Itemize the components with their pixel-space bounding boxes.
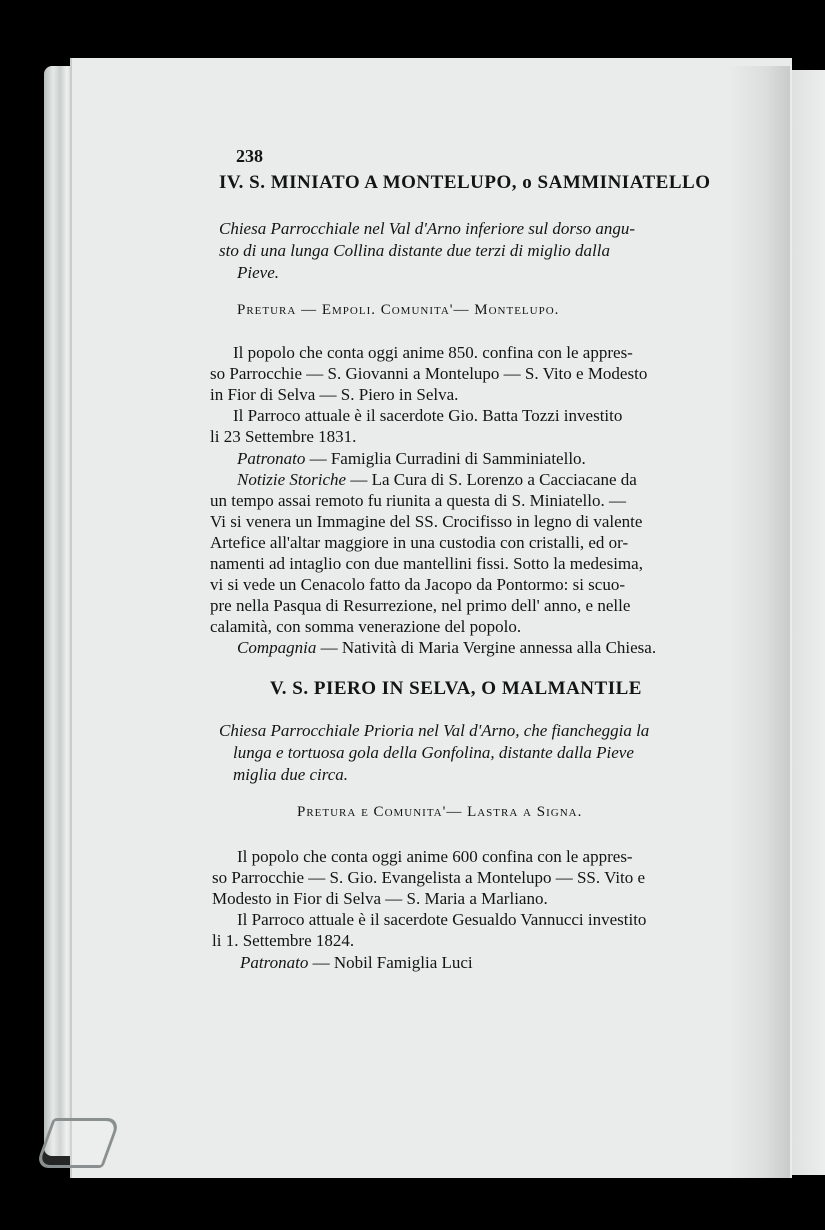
- section1-body-line: so Parrocchie — S. Giovanni a Montelupo — S. Vito e Modesto: [210, 364, 648, 383]
- patronato-text: — Famiglia Curradini di Samminiatello.: [309, 449, 586, 468]
- notizie-line: namenti ad intaglio con due mantellini fissi. Sotto la medesima,: [210, 554, 643, 573]
- notizie-text: — La Cura di S. Lorenzo a Cacciacane da: [350, 470, 637, 489]
- section2-description-line: Chiesa Parrocchiale Prioria nel Val d'Arno, che fiancheggia la: [219, 721, 650, 740]
- section1-description-line: Chiesa Parrocchiale nel Val d'Arno inferiore sul dorso angu-: [219, 219, 636, 238]
- compagnia-label: Compagnia: [237, 638, 317, 657]
- section-heading-iv: IV. S. MINIATO A MONTELUPO, o SAMMINIATELLO: [219, 172, 711, 193]
- section2-body-line: so Parrocchie — S. Gio. Evangelista a Montelupo — SS. Vito e: [212, 868, 646, 887]
- section2-body-line: Il Parroco attuale è il sacerdote Gesualdo Vannucci investito: [237, 910, 647, 929]
- compagnia-text: — Natività di Maria Vergine annessa alla Chiesa.: [320, 638, 657, 657]
- notizie-line: Vi si venera un Immagine del SS. Crocifisso in legno di valente: [210, 512, 643, 531]
- section2-body-line: li 1. Settembre 1824.: [212, 931, 355, 950]
- notizie-line: vi si vede un Cenacolo fatto da Jacopo da Pontormo: si scuo-: [210, 575, 625, 594]
- section2-body-line: Modesto in Fior di Selva — S. Maria a Marliano.: [212, 889, 548, 908]
- section-heading-v: V. S. PIERO IN SELVA, O MALMANTILE: [270, 678, 642, 699]
- section2-description-line: miglia due circa.: [233, 765, 349, 784]
- section1-body-line: li 23 Settembre 1831.: [210, 427, 357, 446]
- section1-body-line: Il Parroco attuale è il sacerdote Gio. Batta Tozzi investito: [233, 406, 623, 425]
- section1-body-line: in Fior di Selva — S. Piero in Selva.: [210, 385, 459, 404]
- notizie-line: calamità, con somma venerazione del popolo.: [210, 617, 522, 636]
- patronato-label: Patronato: [237, 449, 306, 468]
- patronato-label: Patronato: [240, 953, 309, 972]
- section2-description-line: lunga e tortuosa gola della Gonfolina, distante dalla Pieve: [233, 743, 634, 762]
- patronato-text: — Nobil Famiglia Luci: [312, 953, 473, 972]
- notizie-line: Artefice all'altar maggiore in una custodia con cristalli, ed or-: [210, 533, 629, 552]
- notizie-label: Notizie Storiche: [237, 470, 347, 489]
- section1-patronato: [237, 448, 586, 469]
- section2-body-line: Il popolo che conta oggi anime 600 confina con le appres-: [237, 847, 633, 866]
- section1-body-line: Il popolo che conta oggi anime 850. confina con le appres-: [233, 343, 633, 362]
- page-number: 238: [236, 146, 263, 166]
- notizie-line: un tempo assai remoto fu riunita a questa di S. Miniatello. —: [210, 491, 626, 510]
- section2-jurisdiction: Pretura e Comunita'— Lastra a Signa.: [297, 804, 583, 820]
- section1-notizie: [237, 469, 637, 490]
- section1-jurisdiction: Pretura — Empoli. Comunita'— Montelupo.: [237, 302, 560, 318]
- section2-patronato: [240, 952, 473, 973]
- section1-description-line: Pieve.: [237, 263, 279, 282]
- section1-description-line: sto di una lunga Collina distante due terzi di miglio dalla: [219, 241, 611, 260]
- notizie-line: pre nella Pasqua di Resurrezione, nel primo dell' anno, e nelle: [210, 596, 631, 615]
- section1-compagnia: [237, 637, 656, 658]
